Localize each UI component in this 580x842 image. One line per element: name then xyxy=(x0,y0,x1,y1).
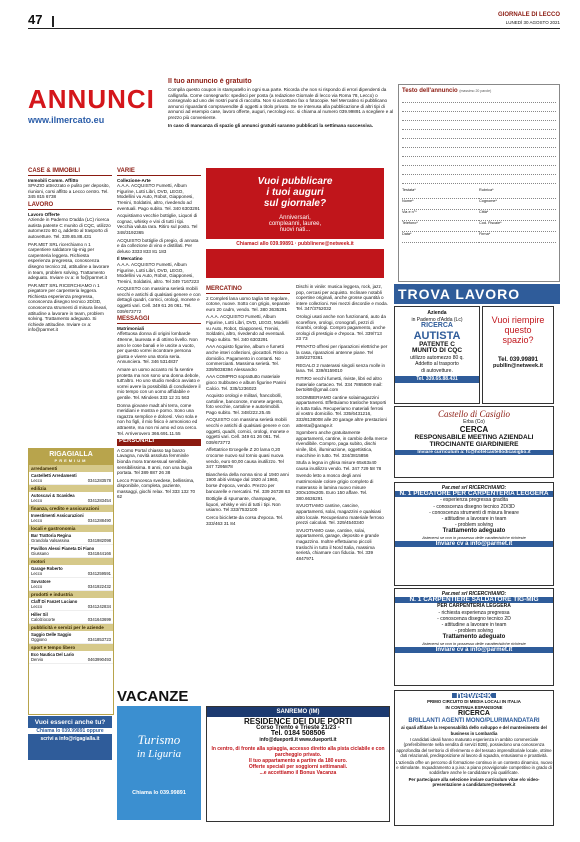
classified-ad: Aziende in Paderno D'adda (LC) ricerca autista patente C munito di CQC, utilizzo automezzo 80 q, addetto al trasporto di autovetture. Tel. 339.65.88.431 xyxy=(28,217,111,239)
column-2 xyxy=(117,166,201,678)
annunci-title: ANNUNCI xyxy=(28,84,155,114)
column-4 xyxy=(296,284,388,704)
entry-name: Castelletti Arredamenti xyxy=(31,473,77,478)
entry-name: Hiller Sil xyxy=(31,612,48,617)
autista-job-ad[interactable]: Azienda in Paderno d'Adda (Lc) RICERCA AUTISTA PATENTE C MUNITO DI CQC utilizzo automezzo 80 q. Addetto al trasporto di autovetture. Tel. 339.65.88.431 xyxy=(394,306,480,404)
classified-ad: RITIRO vecchi fumetti, riviste, libri ed altro materiale cartaceo. Tel. 334 7865609 mail: bertol69@gmail.com xyxy=(296,375,383,393)
entry-location: Lecco xyxy=(31,478,43,483)
section-personali: PERSONALI xyxy=(117,439,201,446)
entry-name: Autoscavi & Scavidea xyxy=(31,493,75,498)
netweek-logo: netweek xyxy=(452,693,496,698)
rigagialla-cta[interactable]: Vuoi esserci anche tu? Chiama lo 039.99891 oppure scrivi a info@rigagialla.it xyxy=(28,716,112,760)
entry-name: Claff Di Fanzet Luciano xyxy=(31,599,78,604)
classified-ad: Orologi usati anche non funzionanti, auto da scoreflore, orologi, cronografi, pezzi di ricambi, orologi. Compro pagamento, anche orologi di prestigio e d'epoca. Tel. 339/713 23 73 xyxy=(296,313,386,342)
classified-ad: PAR.MET SRL RICERCHIAMO n 1 piegatore per carpenteria leggera. Richiesta esperienza pregressa, conoscenza disegno tecnico 2D/3D, conoscenza strumenti di misura lineari, attitudine a lavorare in team, problem solving. Trattamento adeguato. Si richiede attitudine. Inviare cv a: info@parmet.it xyxy=(28,282,108,333)
form-title: Testo dell'annuncio xyxy=(402,88,458,94)
rigagialla-entry[interactable] xyxy=(29,472,113,485)
classified-ad: Biancheria della nonna sino al 1940 anni 1900 abiti vintage dal 1920 al 1960, borse d'epoca, vendo. Prezzo per bancarelle e mercatini. Tel. 339 26728 63 xyxy=(206,471,290,494)
classified-ad: Cerco biciclette da corsa d'epoca. Tel. 333/463 31 84 xyxy=(206,514,284,526)
free-ad-text: Compila questo coupon in stampatello in ogni sua parte. Ricorda che non si rispondo di errori dipendenti da calligrafia. Come consegnarlo: spedisci per posta (a redazione Giornale di lecco via Roma 78, Lecco) o consegnalo ad uno dei nostri punti di raccolta. Non si accettano fax o fotocopie. Nel Mercatino si pubblicano annunci riguardanti compravendite di oggetti a titolo privato. Se ne intenusa alla pubblicazione di altri tipi di annunci ad esempio case, lavoro offerte, auguri, necrologi ecc. si chiama al numero 039.99891 a scegliere e al prezzo più conveniente. xyxy=(168,87,394,120)
form-field[interactable]: Firma* xyxy=(479,232,556,243)
classified-ad: Affettatrice Ercegelle Z 20 lama 0,20 crocome nuovo sul tornio quasi nuova vendo, euro 60,00 causa inutilizzo. Tel 347 7295878 xyxy=(206,447,284,470)
rigagialla-category: prodotti e industria xyxy=(29,591,113,598)
classified-ad: AAA COMPRO soprattutto materiale gioco Subbuteo e album figurine Panini Calcio. Tel. 335/1236023 xyxy=(206,374,286,391)
form-field[interactable]: Testata* xyxy=(402,188,479,199)
classified-ad: 2 Completi lana uomo taglia 50 regolare, cotone, nuove. Sotto con grigio, separate euro 20 cadm, vendo. Tel. 380 3635291 xyxy=(206,295,290,312)
free-ad-footer: In caso di mancanza di spazio gli annunci gratuiti saranno pubblicati la settimana successiva. xyxy=(168,122,373,128)
rigagialla-entry[interactable] xyxy=(29,512,113,525)
header-divider xyxy=(52,16,54,27)
form-field[interactable]: Rubrica* xyxy=(479,188,556,199)
rigagialla-entry[interactable] xyxy=(29,631,113,644)
page-header xyxy=(28,12,560,29)
classified-ad: A.A.A. ACQUISTO Fumetti, Album Figurine, Lotti Libri, DVD, LEGO, Modellini vu Auto, Robot, Giapponesi, Trenini, Soldatini, altro, rivedendo ad eventuali. Pago subito. Tel. 340 6303291 xyxy=(117,183,200,211)
classified-ad: Lecco Francesca svedese, bellissima, disponibile, completa, paziente, massaggi, giochi relax. Tel 333 132 70 62 xyxy=(117,477,196,500)
newspaper-name: GIORNALE DI LECCO xyxy=(497,12,560,18)
netweek-job-ad[interactable]: netweek PRIMO CIRCUITO DI MEDIA LOCALI IN ITALIA IN CONTINUA ESPANSIONE RICERCA BRILLANTI AGENTI MONO/PLURIMANDATARI ai quali affidare la responsabilità dello sviluppo e del mantenimento del business in Lombardia I candidati ideali hanno maturato esperienza in ambito commerciale (preferibilmente nella vendita di servizi B2B), possiedono una conoscenza approfondita del territorio di riferimento e del tessuto imprenditoriale locale, ottime doti relazionali, predisposizione al lavoro di squadra, entusiasmo e proattività. L'azienda offre un percorso di formazione continuo in un contesto dinamico, nuovo e stimolante. Inquadramento a p.iva: a piano provvigionale competitivo in grado di soddisfare anche le candidature più qualificate. Per partecipare alla selezione inviare curriculum vitae e/o video-presentazione a candidature@netweek.it xyxy=(394,690,554,826)
entry-phone: 0463990493 xyxy=(87,657,111,662)
classified-ad: A Como Portal chiasso tap banzo Lavagna, novità assoluta femminile bionda mora transessual sensibile, sensibilissima. 8 anni, non una bugia portata. Tel 389 887 26 38 xyxy=(117,447,193,476)
rigagialla-entry[interactable] xyxy=(29,598,113,611)
annunci-site[interactable]: www.ilmercato.eu xyxy=(28,115,105,125)
rigagialla-entry[interactable] xyxy=(29,492,113,505)
form-field[interactable]: Nome* xyxy=(402,199,479,210)
classified-ad: PAR.MET SRL ricerchiamo n 1 carpentiere saldatore tig-mig per carpenteria leggera. Richiesta esperienza pregressa, conoscenza disegno tecnico 2d, attitudine a lavorare in team, problem solving. Trattamento adeguato. Inviare cv a: in fo@parmet.it xyxy=(28,241,110,281)
section-messaggi: MESSAGGI xyxy=(117,317,201,324)
classified-ad: SVUOTIAMO case, cantine, solai, appartamenti, garage, deposito e grande magazzino. Inoltre effettuiamo piccoli traslochi in tutto il Nord Italia, massima serietà, chiamare con fiducia. Tel. 339 4847971 xyxy=(296,527,380,561)
classified-ad: Dischi in vinile: musica leggera, rock, jazz, pop, cercasi per acquisto. Inclinare notabli copertine originali, anche grosse quantità o intere collezioni. Nei mezzi discordie e moda. Tel. 347/3752032 xyxy=(296,284,388,312)
form-field[interactable]: Città* xyxy=(479,210,556,221)
classified-ad: REGALO 2 materassi singoli senza molle in lana. Tel. 339/8159010 xyxy=(296,362,386,374)
classified-ad: Svendo letto a mosco degli anni matrimoniale colore grigio completo di materasso in lamina nuovo misure 200x109x205. Euro 150 affare. Tel. 380.6636291 xyxy=(296,473,374,501)
classified-ad: ACQUISTO bottiglie di pregio, di annata e da collezione di vino e distillati. Per deluso 3333 833 81 183 xyxy=(117,237,199,254)
form-field[interactable]: Data* xyxy=(402,232,479,243)
parmet-saldatore-ad[interactable]: Par.met srl RICERCHIAMO: N. 1 CARPENTIERE SALDATORE TIG-MIG PER CARPENTERIA LEGGERA - richiesta esperienza pregressa - conoscenza disegno tecnico 2D - attitudine a lavorare in team - problem solving Trattamento adeguato Astenersi se non in possesso delle caratteristiche richieste Inviare cv a info@parmet.it xyxy=(394,588,554,686)
subsection-title: Matrimoniali xyxy=(117,325,145,331)
classified-ad: SPAZIO attrezzato e pulito per deposito, riunioni, corsi affitto a Lecco centro. Tel. 345 815 6738 xyxy=(28,183,110,200)
rigagialla-logo: RIGAGIALLA PREMIUM xyxy=(29,449,113,465)
rigagialla-category: locali e gastronomia xyxy=(29,525,113,532)
section-lavoro: LAVORO xyxy=(28,203,112,210)
entry-location: Lecco xyxy=(31,604,43,609)
entry-phone: 0341844166 xyxy=(87,551,111,556)
entry-phone: 0341283578 xyxy=(87,478,111,483)
section-case-immobili: CASE & IMMOBILI xyxy=(28,169,112,176)
rigagialla-entry[interactable] xyxy=(29,565,113,578)
section-varie: VARIE xyxy=(117,169,201,176)
entry-name: Pavillon Alessi Pianeta Di Fiano xyxy=(31,546,95,551)
rigagialla-category: arredamenti xyxy=(29,465,113,472)
form-text-lines[interactable] xyxy=(402,94,556,184)
trova-lavoro-header: TROVA LAVORO xyxy=(394,284,560,304)
rigagialla-category: motori xyxy=(29,558,113,565)
issue-date: LUNEDÌ 30 AGOSTO 2021 xyxy=(505,20,560,25)
form-field[interactable]: Cognome* xyxy=(479,199,556,210)
entry-location: Oggiono xyxy=(31,637,47,642)
classified-ad: SGOMBERIAMO cantine solaimagazzini appartamenti. Effettuiamo trasloche trasporti in tutta Italia. Recuperiamo materiali ferrosi al vostro domicilio. Tel. 335/6431216, 333/8138008 alle 20 garage altre prestazioni attenta@garage.it xyxy=(296,394,387,428)
entry-phone: 0341982098 xyxy=(87,538,111,543)
rigagialla-list xyxy=(29,465,113,664)
classified-ad: Sgombero anche gratuitamente appartamenti, cantine, in cambio della merce rivendibile. Compro, paga subito, dischi vinile, libri, illuminazione, oggettistica, macchine in tutto. Tel. 334/3815856 xyxy=(296,430,388,458)
auguri-ad[interactable]: Vuoi pubblicare i tuoi auguri sul giornale? Anniversari, compleanni, lauree, nuovi nati... Chiamaci allo 039.99891 · pubblinene@netweek.it xyxy=(206,168,384,278)
classified-ad: A.A.A. ACQUISTO Fumetti, Album Figurine, Lotti Libri, DVD, LEGO, Modellini vu Auto, Robot, Giapponesi, Trenini, Soldatini, altro. Tel 349 7167223 xyxy=(117,261,199,284)
ad-coupon-form xyxy=(398,84,560,282)
entry-name: Investimenti Assicurazioni xyxy=(31,513,84,518)
entry-name: Sovratore xyxy=(31,579,51,584)
subsection-title: Lavoro Offerte xyxy=(28,211,60,217)
entry-phone: 0341283454 xyxy=(87,498,111,503)
rigagialla-category: sport e tempo libero xyxy=(29,644,113,651)
annunci-banner xyxy=(28,84,158,140)
parmet-piegatore-ad[interactable]: Par.met srl RICERCHIAMO: N. 1 PIEGATORE PER CARPENTERIA LEGGERA - esperienza pregressa gradita - conoscenza disegno tecnico 2D/3D - conoscenza strumenti di misura lineare - attitudine a lavorare in team - problem solving Trattamento adeguato Astenersi se non in possesso delle caratteristiche richieste Inviare cv a info@parmet.it xyxy=(394,482,554,586)
entry-name: Saggio Delle Saggio xyxy=(31,632,72,637)
rigagialla-entry[interactable] xyxy=(29,578,113,591)
entry-location: Lecco xyxy=(31,571,43,576)
entry-location: Giussano xyxy=(31,551,49,556)
form-field[interactable]: Via e n°* xyxy=(402,210,479,221)
classified-ad: Stufa a legna in ghisa misure 65x63x40 causa inutilizzo vendo. Tel. 347 729 58 78 xyxy=(296,460,382,471)
subsection-title: Immobili Comm. Affitto xyxy=(28,177,79,183)
entry-phone: 0341242834 xyxy=(87,604,111,609)
entry-location: Lecco xyxy=(31,498,43,503)
entry-name: Garage Roberto xyxy=(31,566,63,571)
form-fields xyxy=(402,188,556,243)
form-hint: (massimo 20 parole) xyxy=(459,89,492,93)
classified-ad: PRIVATO offresi per riparazioni elettriche per la casa, riparazioni antenne piane. Tel 349/2270361 xyxy=(296,343,388,361)
sanremo-residence-ad[interactable]: SANREMO (IM) RESIDENCE DEI DUE PORTI Corso Trento e Trieste 21/23 - Tel. 0184 508506 info@dueporti.it www.dueporti.it In centro, di fronte alla spiaggia, accesso diretto alla pista ciclabile e con parcheggio privato. Il tuo appartamento a partire da 180 euro. Offerte speciali per soggiorni settimanali. ...e accettiamo il Bonus Vacanza xyxy=(206,706,390,822)
rigagialla-directory xyxy=(28,448,114,715)
rigagialla-entry[interactable] xyxy=(29,611,113,624)
subsection-title: Il Mercatino xyxy=(117,256,143,262)
entry-location: Lecco xyxy=(31,518,43,523)
classified-ad: ACQUISTO con massima serietà mobili vecchi e antichi di qualsiasi genere e con dettagli quadri, cornici, orologi, monete e oggetti vari. Cell. 349 61 26 061. Tel. 039/673772 xyxy=(117,286,201,314)
entry-location: Dervio xyxy=(31,657,44,662)
castello-logo: Castello di Casiglio xyxy=(437,409,510,419)
rigagialla-entry[interactable] xyxy=(29,532,113,545)
entry-location: Calolziocorte xyxy=(31,617,56,622)
classified-ad: Amare un uomo accanto mi fa sentire protetta ma non sono una donna debole, tutt'altro. Ho uno studio medico avviato e vorrei avere la possibilità di condividere il mio tempo con un uomo affidabile e gentile. Tel. Mindess 333 12 31 563 xyxy=(117,367,201,400)
free-ad-title: Il tuo annuncio è gratuito xyxy=(168,78,252,85)
entry-phone: 0341259591 xyxy=(87,571,111,576)
entry-phone: 0341288490 xyxy=(87,518,111,523)
classified-ad: Acquisto orologi e militari, francobolli, cartoline, banconote, monete argento, foto vecchie, cartoline e autorimobili. Pago subito. Tel. 348/222.25.45 xyxy=(206,393,284,415)
entry-location: Lecco xyxy=(31,584,43,589)
form-field[interactable]: Telefono* xyxy=(402,221,479,232)
vacanze-header: VACANZE xyxy=(117,688,189,705)
page-number: 47 xyxy=(28,12,43,27)
rigagialla-entry[interactable] xyxy=(29,651,113,664)
section-mercatino: MERCATINO xyxy=(206,287,290,294)
entry-phone: 0341922432 xyxy=(87,584,111,589)
entry-name: Bar Trattoria Regina xyxy=(31,533,72,538)
classified-ad: A.A.A. ACQUISTO Fumetti, Album Figurine, Lotti Libri, DVD, LEGO, Modelli vu Auto, Robot, Giapponesi, Trenini, Soldatini, altro, rivedendo ad eventuali. Pago subito. Tel. 340 6303291 xyxy=(206,314,289,342)
entry-name: Eco Nautica Del Lario xyxy=(31,652,75,657)
form-field[interactable]: Cod. Fiscale* xyxy=(479,221,556,232)
column-1 xyxy=(28,166,112,462)
classified-ad: SVUOTIAMO cantine, cascine, appartamenti, solai, magazzini e qualsiasi altro locale. Recuperiamo materiale ferroso prezzi calcolati. Tel. 329/4540340 xyxy=(296,503,384,526)
rigagialla-category: finanza, credito e assicurazioni xyxy=(29,505,113,512)
castello-job-ad[interactable]: Castello di Casiglio Erba (Co) CERCA RESPONSABILE MEETING AZIENDALI TIROCINANTE GIARDINIERE Inviare curriculum a: fc@hotelcastellodicasiglio.it xyxy=(394,406,554,478)
classified-ad: Affettuosa donna di origini lombarde 49enne, laureata e di ottimo livello. Non amo le cose banali e le uscite a vuoto, per questo vorrei incontrare persona giusta e vivere una storia seria. Annunciera. Tel. 346 5314837 xyxy=(117,331,198,365)
entry-phone: 0341853723 xyxy=(87,637,111,642)
subsection-title: Collezione-Arte xyxy=(117,177,151,183)
entry-location: Grandola Valsassina xyxy=(31,538,70,543)
classified-ad: Acquistiamo vecchie bottiglie, Liquori di cognac, whisky e vini di tutti i tipi. Vecchia valuta rara. Ritiro sul posto. Tel 348/3192365 xyxy=(117,213,198,235)
classified-ad: Donna giovane madt ahi terra, come meridiani e mostra e porno. Sono una ragazza semplice e dolcesì. Vivo sola e non ho figli, il mio fisico è armonioso ed attraente, ma non mi amo ed ora cerco. Tel. Arriverovero 366.691.11.55 xyxy=(117,402,198,436)
classified-ad: AAA Acquisto figurine, album e fumetti anche interi collezioni, giocattoli. Ritiro a domicilio. Pagamento in contanti. No commercianti. Massima serietà. Tel. 339/5038394 Alessandro xyxy=(206,344,288,372)
classified-ad: Bottiglie di spumante, champagne, liquori, whisky e vini di tutti i tipi. Non usiamo. Tel 333/7532100 xyxy=(206,496,281,513)
rigagialla-entry[interactable] xyxy=(29,545,113,558)
classified-ad: ACQUISTO con massima serietà mobili vecchi e antichi di qualsiasi genere e con oggetti, quadri, cornici, orologi, monete e oggetti vari. Cell. 349 61 26 061. Tel. 039/673772 xyxy=(206,417,290,445)
column-3 xyxy=(206,284,290,704)
spazio-promo-ad[interactable]: Vuoi riempire questo spazio? Tel. 039.99891 publlin@netweek.it xyxy=(482,306,554,404)
rigagialla-category: edilizia xyxy=(29,485,113,492)
entry-phone: 0341643699 xyxy=(87,617,111,622)
rigagialla-category: pubblicità e servizi per le aziende xyxy=(29,624,113,631)
turismo-liguria-ad[interactable]: Turismo in Liguria Chiama lo 039.99891 xyxy=(117,706,201,820)
